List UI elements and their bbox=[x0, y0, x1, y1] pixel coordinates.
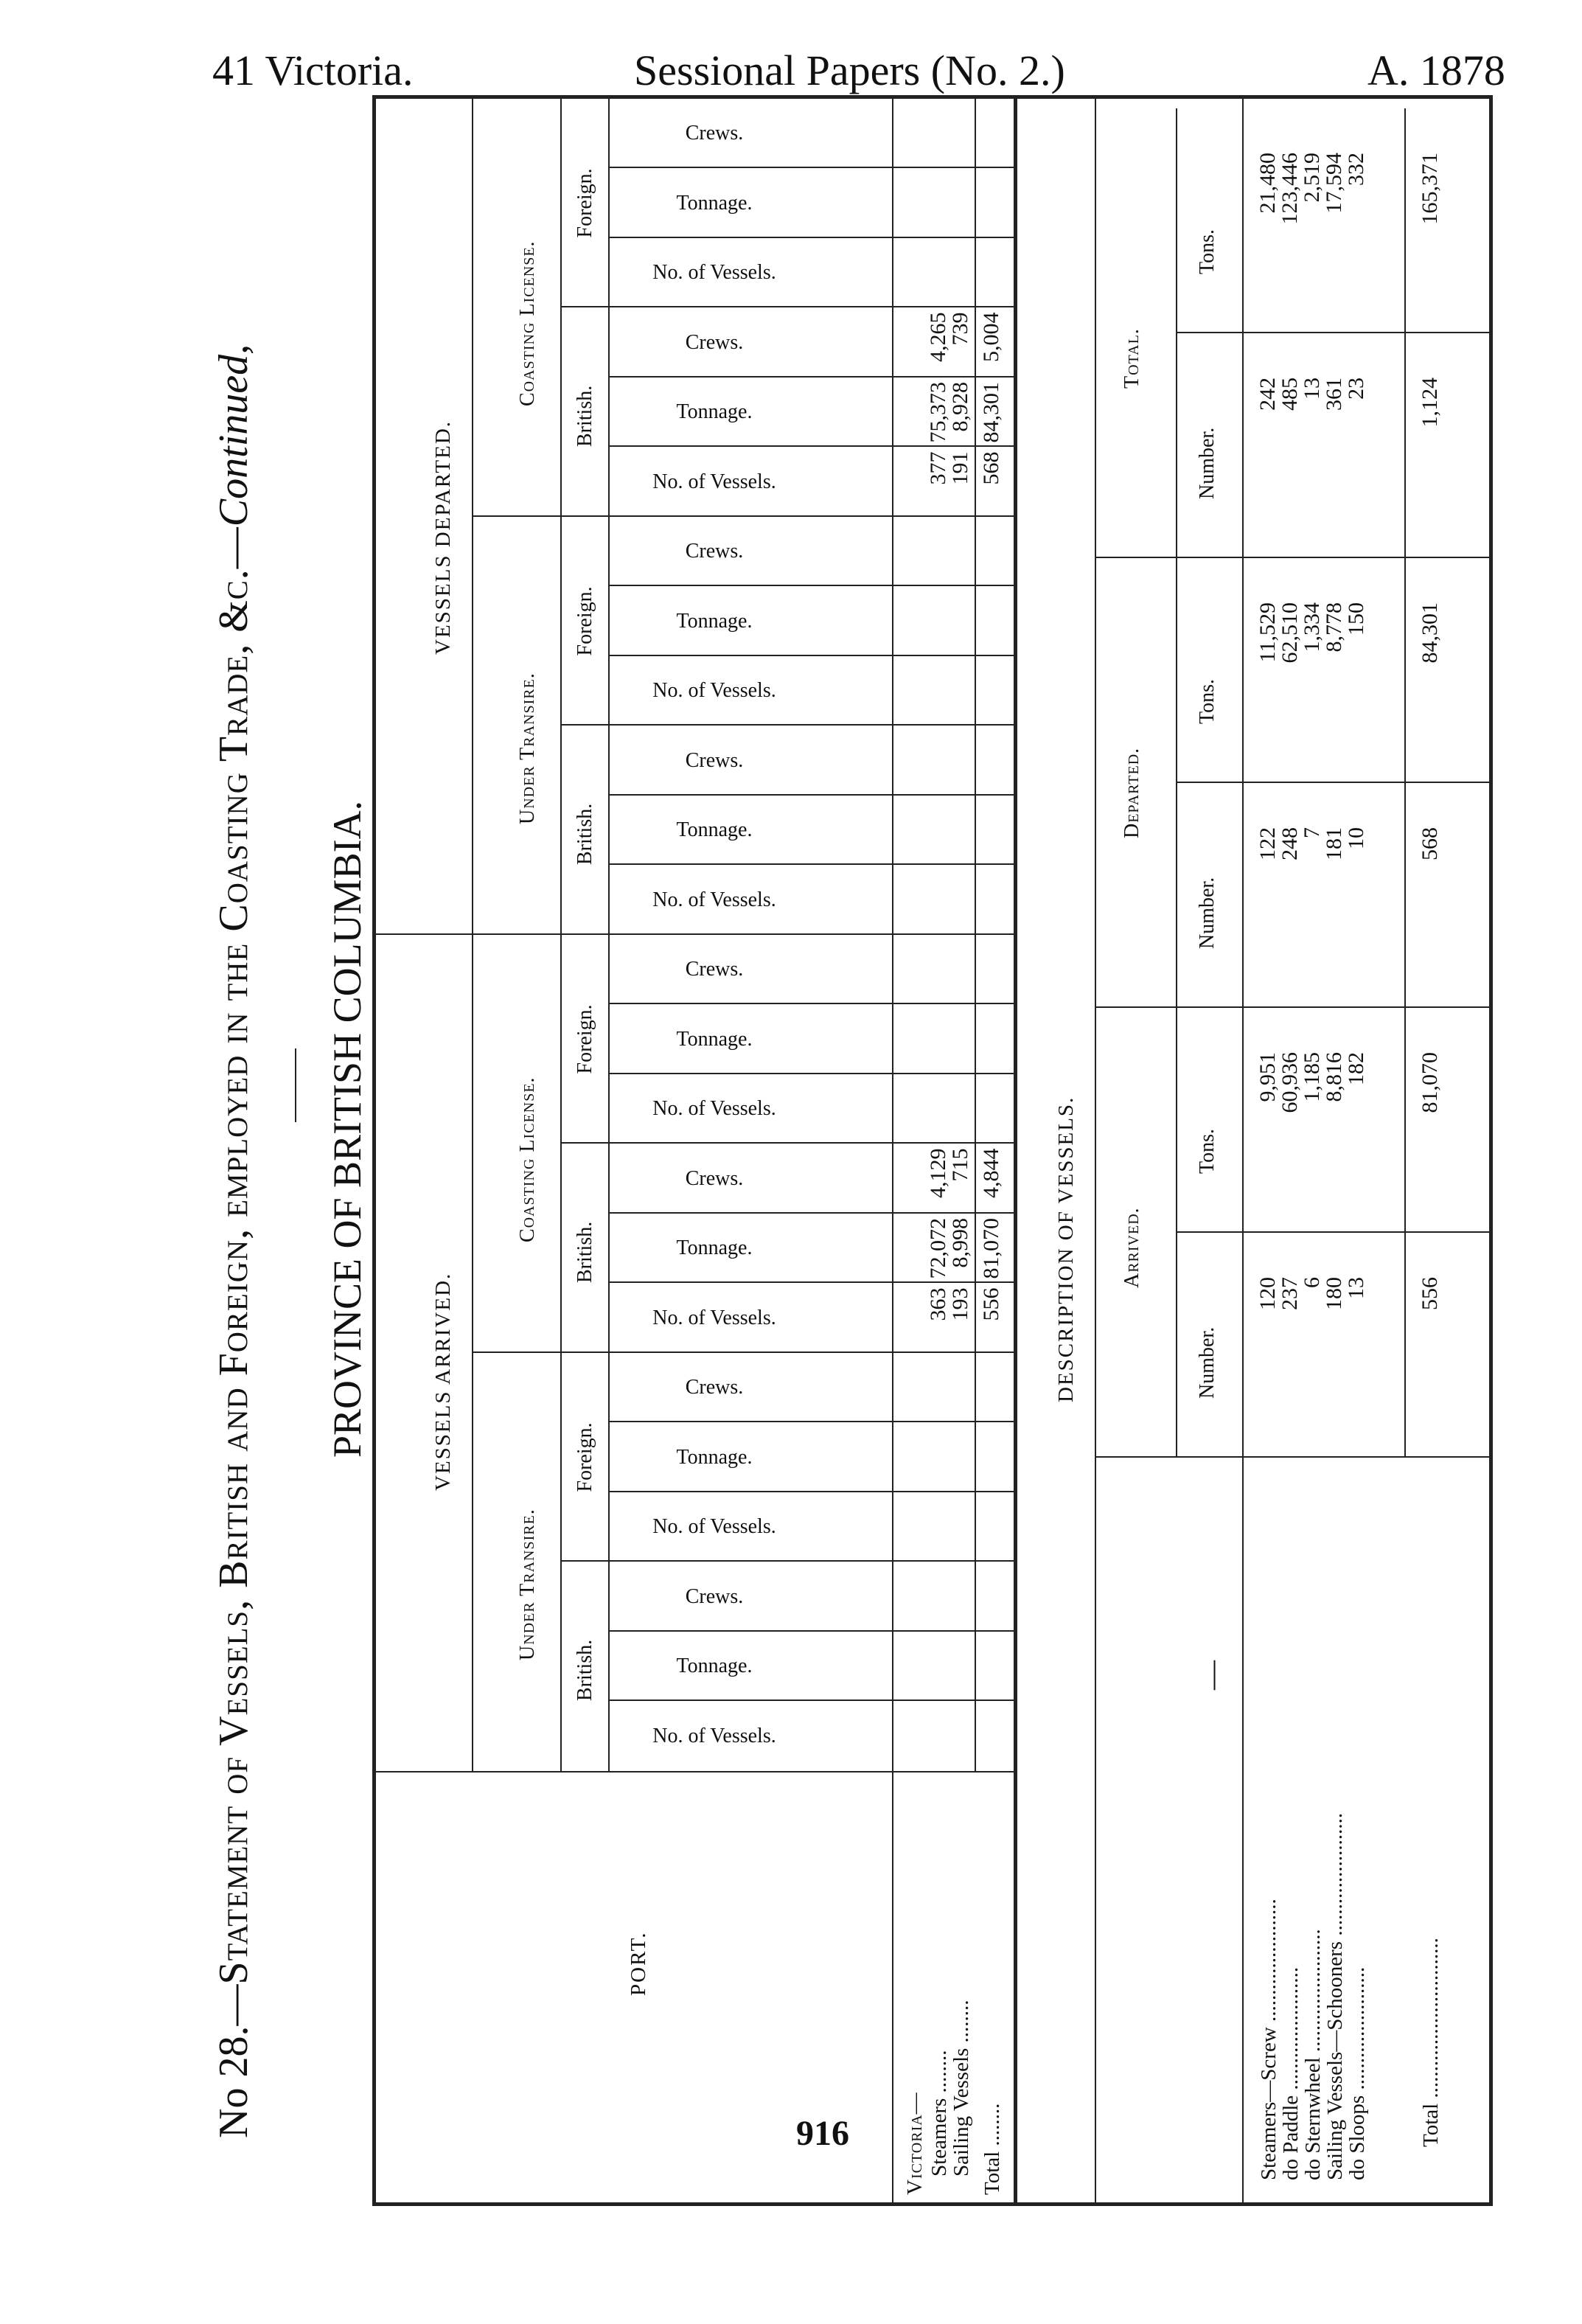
column-header-1: Tonnage. bbox=[676, 1655, 753, 1678]
desc-row-label-1: do Paddle ....................... bbox=[1279, 1966, 1303, 2180]
desc-cell-0-2: 122 bbox=[1255, 827, 1280, 860]
group-label-2: Total. bbox=[1121, 328, 1143, 389]
statement-title bbox=[210, 344, 257, 2138]
desc-cell-4-4: 23 bbox=[1344, 378, 1368, 400]
colhdr-rule bbox=[1242, 97, 1244, 2206]
column-header-7: Tonnage. bbox=[676, 1236, 753, 1260]
column-header-17: Crews. bbox=[685, 540, 744, 563]
title-prefix: No 28.— bbox=[211, 1984, 257, 2138]
column-divider-15 bbox=[608, 725, 1014, 726]
desc-cell-3-4: 361 bbox=[1322, 378, 1346, 411]
table1-bottom bbox=[1014, 99, 1017, 2206]
desc-cell-2-0: 6 bbox=[1300, 1277, 1324, 1288]
desc-cell-4-5: 332 bbox=[1344, 153, 1368, 186]
desc-cell-5-4: 1,124 bbox=[1418, 378, 1442, 428]
cell-3-19: 84,301 bbox=[979, 382, 1003, 443]
desc-cell-0-4: 242 bbox=[1255, 378, 1280, 411]
cell-3-20: 5,004 bbox=[979, 312, 1003, 362]
cell-2-19: 8,928 bbox=[948, 382, 972, 432]
column-header-18: No. of Vessels. bbox=[652, 470, 776, 493]
header-bottom-rule bbox=[892, 99, 893, 2206]
subgroup-label-3: Coasting License. bbox=[516, 240, 539, 406]
desc-cell-3-1: 8,816 bbox=[1322, 1052, 1346, 1102]
column-header-6: No. of Vessels. bbox=[652, 1306, 776, 1329]
departed-label: VESSELS DEPARTED. bbox=[431, 420, 455, 655]
column-header-21: No. of Vessels. bbox=[652, 261, 776, 285]
col-label-3: Tons. bbox=[1196, 678, 1219, 724]
desc-cell-4-0: 13 bbox=[1344, 1277, 1368, 1299]
subgroup-label-0: Under Transire. bbox=[516, 1509, 539, 1660]
column-header-9: No. of Vessels. bbox=[652, 1097, 776, 1121]
row-label-3: Total ........ bbox=[980, 2103, 1004, 2195]
column-divider-11 bbox=[608, 1003, 1014, 1005]
province-title: PROVINCE OF BRITISH COLUMBIA. bbox=[325, 800, 369, 1458]
desc-row-label-3: Sailing Vessels—Schooners ....................... bbox=[1323, 1812, 1347, 2180]
desc-cell-4-1: 182 bbox=[1344, 1052, 1368, 1085]
column-divider-21 bbox=[608, 307, 1014, 308]
nationality-label-6: British. bbox=[574, 385, 596, 447]
row-label-1: Steamers ........ bbox=[927, 2050, 951, 2177]
header-left: 41 Victoria. bbox=[212, 46, 414, 94]
desc-cell-2-4: 13 bbox=[1300, 378, 1324, 400]
desc-cell-1-3: 62,510 bbox=[1278, 602, 1302, 664]
desc-row-label-5: Total .............................. bbox=[1419, 1938, 1443, 2147]
column-header-5: Crews. bbox=[685, 1376, 744, 1399]
desc-cell-2-5: 2,519 bbox=[1300, 153, 1324, 203]
desc-cell-1-2: 248 bbox=[1278, 827, 1302, 860]
column-divider-2 bbox=[608, 1630, 1014, 1632]
desc-cell-5-3: 84,301 bbox=[1418, 602, 1442, 664]
column-header-2: Crews. bbox=[685, 1584, 744, 1608]
col-label-5: Tons. bbox=[1196, 229, 1219, 274]
desc-cell-2-3: 1,334 bbox=[1300, 602, 1324, 653]
desc-cell-0-1: 9,951 bbox=[1255, 1052, 1280, 1102]
cell-3-8: 4,844 bbox=[979, 1148, 1003, 1198]
column-divider-17 bbox=[608, 585, 1014, 587]
cell-2-20: 739 bbox=[948, 312, 972, 346]
cell-1-7: 72,072 bbox=[926, 1218, 950, 1279]
nationality-label-7: Foreign. bbox=[574, 168, 596, 238]
nationality-rule bbox=[608, 99, 610, 1771]
cell-2-18: 191 bbox=[948, 451, 972, 485]
desc-cell-2-1: 1,185 bbox=[1300, 1052, 1324, 1102]
group-rule bbox=[1176, 108, 1177, 1458]
column-header-23: Crews. bbox=[685, 122, 744, 145]
frame-top bbox=[372, 97, 376, 2206]
column-header-8: Crews. bbox=[685, 1166, 744, 1190]
frame-left bbox=[372, 2202, 1493, 2206]
desc-cell-3-3: 8,778 bbox=[1322, 602, 1346, 653]
column-header-13: Tonnage. bbox=[676, 818, 753, 842]
nationality-label-3: Foreign. bbox=[574, 1004, 596, 1074]
column-divider-3 bbox=[608, 1561, 1014, 1562]
port-label: PORT. bbox=[627, 1931, 650, 1996]
title-main: Statement of Vessels, British and Foreign, employed in the Coasting Trade, &c.— bbox=[211, 526, 257, 1985]
dash-mark: — bbox=[1195, 1660, 1228, 1690]
column-divider-10 bbox=[608, 1073, 1014, 1074]
desc-cell-3-2: 181 bbox=[1322, 827, 1346, 860]
desc-cell-4-3: 150 bbox=[1344, 602, 1368, 636]
column-divider-1 bbox=[608, 1700, 1014, 1702]
column-header-16: Tonnage. bbox=[676, 609, 753, 633]
desc-row-label-2: do Sternwheel ....................... bbox=[1301, 1929, 1325, 2180]
column-divider-23 bbox=[608, 167, 1014, 169]
desc-cell-5-2: 568 bbox=[1418, 827, 1442, 860]
cell-1-18: 377 bbox=[926, 451, 950, 485]
column-divider-22 bbox=[608, 237, 1014, 238]
column-header-10: Tonnage. bbox=[676, 1027, 753, 1051]
nationality-label-4: British. bbox=[574, 803, 596, 865]
column-header-11: Crews. bbox=[685, 958, 744, 981]
column-header-12: No. of Vessels. bbox=[652, 888, 776, 911]
desc-cell-0-0: 120 bbox=[1255, 1277, 1280, 1310]
column-header-22: Tonnage. bbox=[676, 191, 753, 215]
nationality-label-5: Foreign. bbox=[574, 586, 596, 656]
subgroup-label-1: Coasting License. bbox=[516, 1076, 539, 1242]
nationality-label-2: British. bbox=[574, 1221, 596, 1283]
arrived-label: VESSELS ARRIVED. bbox=[431, 1272, 455, 1491]
column-header-0: No. of Vessels. bbox=[652, 1724, 776, 1747]
desc-cell-5-1: 81,070 bbox=[1418, 1052, 1442, 1113]
description-title: DESCRIPTION OF VESSELS. bbox=[1054, 1096, 1078, 1402]
cell-3-6: 556 bbox=[979, 1287, 1003, 1321]
cell-1-8: 4,129 bbox=[926, 1148, 950, 1198]
group-rule bbox=[472, 99, 473, 1771]
column-divider-5 bbox=[608, 1422, 1014, 1423]
column-divider-16 bbox=[608, 655, 1014, 656]
cell-1-20: 4,265 bbox=[926, 312, 950, 362]
desc-total-rule bbox=[1404, 108, 1406, 1458]
column-divider-14 bbox=[608, 794, 1014, 796]
desc-cell-0-5: 21,480 bbox=[1255, 153, 1280, 214]
desc-cell-1-1: 60,936 bbox=[1278, 1052, 1302, 1113]
column-divider-13 bbox=[608, 864, 1014, 866]
cell-2-8: 715 bbox=[948, 1148, 972, 1182]
column-header-4: Tonnage. bbox=[676, 1445, 753, 1469]
column-header-19: Tonnage. bbox=[676, 400, 753, 424]
col-label-4: Number. bbox=[1196, 427, 1219, 499]
header-right: A. 1878 bbox=[1367, 46, 1505, 94]
port-divider bbox=[372, 1771, 1014, 1772]
table2-top bbox=[1095, 97, 1096, 2206]
desc-cell-5-0: 556 bbox=[1418, 1277, 1442, 1310]
desc-row-label-4: do Sloops ....................... bbox=[1345, 1966, 1369, 2180]
total-rule bbox=[975, 99, 976, 1771]
column-divider-4 bbox=[608, 1491, 1014, 1492]
cell-3-18: 568 bbox=[979, 451, 1003, 485]
col-label-2: Number. bbox=[1196, 877, 1219, 949]
row-label-2: Sailing Vessels ........ bbox=[949, 2000, 973, 2177]
frame-right bbox=[372, 95, 1493, 99]
desc-cell-3-0: 180 bbox=[1322, 1277, 1346, 1310]
cell-2-6: 193 bbox=[948, 1287, 972, 1321]
column-header-15: No. of Vessels. bbox=[652, 679, 776, 703]
desc-cell-5-5: 165,371 bbox=[1418, 153, 1442, 225]
column-header-3: No. of Vessels. bbox=[652, 1515, 776, 1539]
desc-cell-1-4: 485 bbox=[1278, 378, 1302, 411]
column-divider-9 bbox=[608, 1143, 1014, 1144]
desc-row-label-0: Steamers—Screw ....................... bbox=[1257, 1899, 1280, 2180]
column-header-14: Crews. bbox=[685, 748, 744, 772]
frame-bottom bbox=[1489, 97, 1493, 2206]
cell-2-7: 8,998 bbox=[948, 1218, 972, 1268]
page-number: 916 bbox=[796, 2114, 849, 2153]
group-label-1: Departed. bbox=[1121, 747, 1143, 838]
title-suffix: Continued, bbox=[211, 344, 257, 527]
col-label-0: Number. bbox=[1196, 1326, 1219, 1399]
title-rule bbox=[295, 1048, 296, 1122]
desc-cell-1-0: 237 bbox=[1278, 1277, 1302, 1310]
cell-1-6: 363 bbox=[926, 1287, 950, 1321]
column-header-20: Crews. bbox=[685, 330, 744, 354]
desc-cell-0-3: 11,529 bbox=[1255, 602, 1280, 663]
desc-cell-3-5: 17,594 bbox=[1322, 153, 1346, 214]
desc-cell-2-2: 7 bbox=[1300, 827, 1324, 838]
subgroup-label-2: Under Transire. bbox=[516, 672, 539, 824]
group-label-0: Arrived. bbox=[1121, 1207, 1143, 1288]
row-label-0: Victoria— bbox=[903, 2092, 927, 2195]
sub-rule bbox=[560, 99, 562, 1771]
header-center: Sessional Papers (No. 2.) bbox=[634, 46, 1065, 94]
nationality-label-0: British. bbox=[574, 1639, 596, 1701]
nationality-label-1: Foreign. bbox=[574, 1422, 596, 1492]
cell-1-19: 75,373 bbox=[926, 382, 950, 443]
desc-cell-1-5: 123,446 bbox=[1278, 153, 1302, 225]
desc-cell-4-2: 10 bbox=[1344, 827, 1368, 849]
col-label-1: Tons. bbox=[1196, 1128, 1219, 1174]
cell-3-7: 81,070 bbox=[979, 1218, 1003, 1279]
column-divider-12 bbox=[608, 933, 1014, 935]
